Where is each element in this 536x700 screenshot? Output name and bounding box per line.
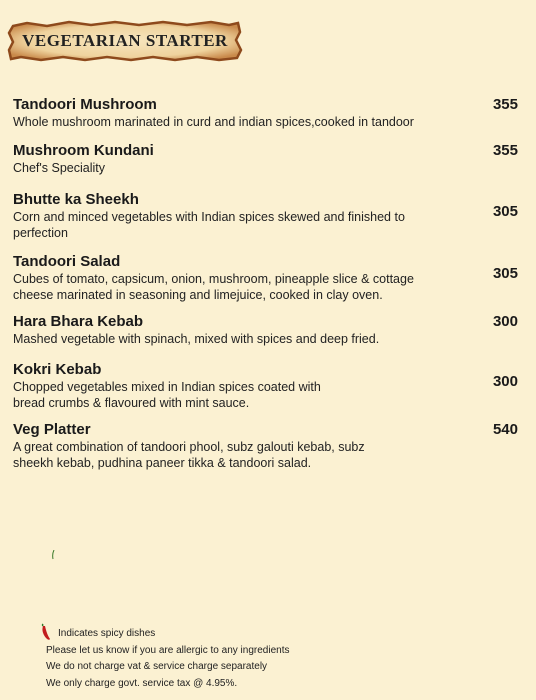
spicy-note: Indicates spicy dishes bbox=[58, 628, 156, 639]
item-description: Chopped vegetables mixed in Indian spices coated with bread crumbs & flavoured with mint sauce. bbox=[13, 380, 321, 410]
menu-item bbox=[13, 361, 523, 411]
item-price: 540 bbox=[492, 421, 518, 438]
footer-notes bbox=[46, 626, 289, 692]
item-description: Corn and minced vegetables with Indian spices skewed and finished to perfection bbox=[13, 210, 405, 240]
menu-item bbox=[13, 191, 523, 241]
item-name: Tandoori Mushroom bbox=[13, 96, 157, 113]
spicy-note-line bbox=[46, 626, 289, 643]
item-name: Veg Platter bbox=[13, 421, 91, 438]
item-name: Hara Bhara Kebab bbox=[13, 313, 144, 330]
item-price: 355 bbox=[492, 96, 518, 113]
vat-note: We do not charge vat & service charge separately bbox=[46, 661, 268, 672]
item-price: 305 bbox=[492, 203, 518, 220]
item-description: Whole mushroom marinated in curd and indian spices,cooked in tandoor bbox=[13, 115, 414, 129]
item-description: Chef's Speciality bbox=[13, 161, 106, 175]
item-description: Mashed vegetable with spinach, mixed with spices and deep fried. bbox=[13, 332, 380, 346]
menu-item bbox=[13, 253, 523, 303]
chili-icon bbox=[40, 623, 54, 641]
item-name: Kokri Kebab bbox=[13, 361, 102, 378]
item-name: Tandoori Salad bbox=[13, 253, 121, 270]
menu-item bbox=[13, 313, 523, 347]
item-price: 300 bbox=[492, 313, 518, 330]
menu-item bbox=[13, 96, 523, 130]
menu-item bbox=[13, 421, 523, 471]
item-description: Cubes of tomato, capsicum, onion, mushroom, pineapple slice & cottage cheese marinated in seasoning and limejuice, cooked in clay oven. bbox=[13, 272, 414, 302]
item-price: 305 bbox=[492, 265, 518, 282]
item-name: Bhutte ka Sheekh bbox=[13, 191, 139, 208]
tax-note: We only charge govt. service tax @ 4.95%. bbox=[46, 677, 238, 689]
menu-item bbox=[13, 142, 523, 176]
small-chili-mark-icon bbox=[51, 550, 57, 560]
item-name: Mushroom Kundani bbox=[13, 142, 154, 159]
item-price: 355 bbox=[492, 142, 518, 159]
section-title: VEGETARIAN STARTER bbox=[22, 31, 228, 50]
section-banner bbox=[7, 20, 243, 62]
item-price: 300 bbox=[492, 373, 518, 390]
allergy-note: Please let us know if you are allergic to any ingredients bbox=[46, 644, 290, 656]
item-description: A great combination of tandoori phool, subz galouti kebab, subz sheekh kebab, pudhina paneer tikka & tandoori salad. bbox=[13, 440, 365, 470]
